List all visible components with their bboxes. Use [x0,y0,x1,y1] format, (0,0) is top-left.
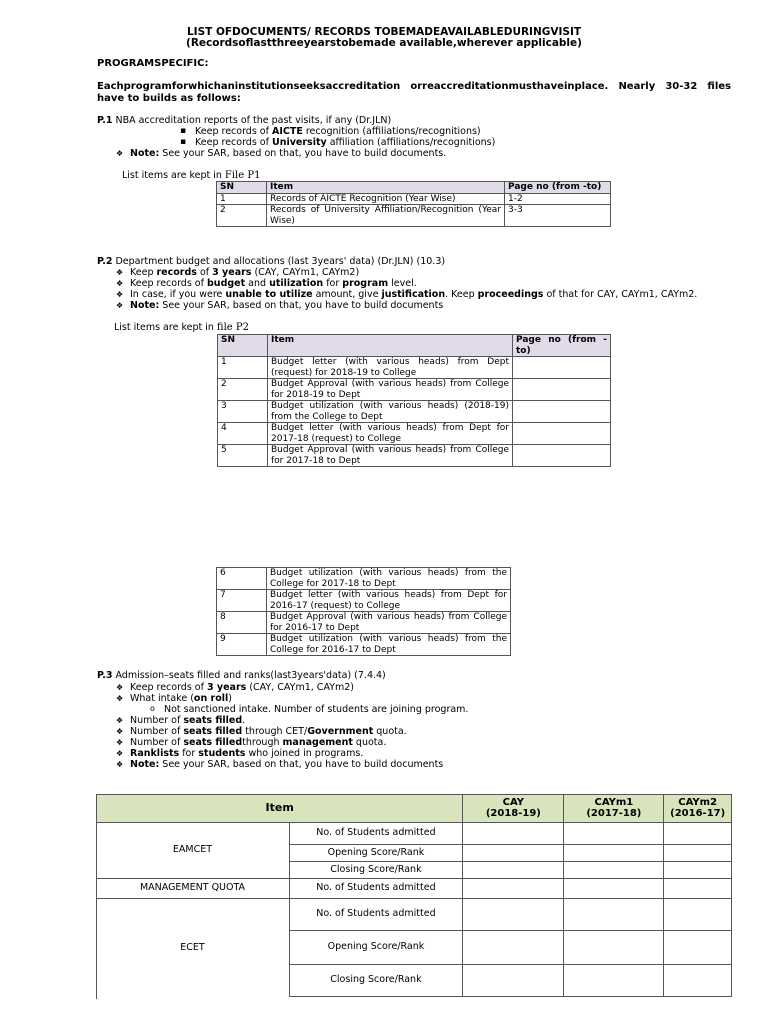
cell [463,823,564,845]
text-bold: records [156,267,197,278]
col-item: Item [268,335,513,357]
row-label: No. of Students admitted [289,899,463,931]
row-label: Closing Score/Rank [289,862,463,879]
col-item: Item [267,182,505,194]
cell-item: Records of AICTE Recognition (Year Wise) [267,193,505,205]
cell [664,931,732,965]
cell [463,931,564,965]
text: . Keep [445,289,478,300]
cell-page: 3-3 [505,205,611,227]
cell [564,862,664,879]
text: recognition (affiliations/recognitions) [302,126,481,137]
text-bold: on roll [193,693,229,704]
p1-bullet-aicte [195,126,481,137]
cell [664,899,732,931]
text: What intake ( [130,693,194,704]
text: level. [388,278,417,289]
col-sn: SN [217,182,267,194]
text-bold: Ranklists [130,748,180,759]
p3-heading [97,670,386,681]
text: and [245,278,270,289]
text: Number of [130,737,184,748]
text: of [196,267,213,278]
col-caym2 [664,795,732,823]
text-bold: students [198,748,246,759]
p2-bullet-records [130,267,359,278]
table-left-border [96,819,97,999]
cell-item: Budget Approval (with various heads) from College for 2017-18 to Dept [268,445,513,467]
cell [564,965,664,997]
text: quota. [373,726,407,737]
table-row [217,634,511,656]
cell-sn: 2 [217,205,267,227]
col-page: Page no (from -to) [505,182,611,194]
p2-bullet-utilize [130,289,697,300]
cell-sn: 1 [217,193,267,205]
col-label: CAYm1 [594,797,634,808]
cell-sn: 4 [218,423,268,445]
text: Number of [130,715,184,726]
text: who joined in programs. [245,748,364,759]
cell-item: Budget utilization (with various heads) (2018-19) from the College to Dept [268,401,513,423]
cell-sn: 7 [217,590,267,612]
cell-sn: 3 [218,401,268,423]
group-name: MANAGEMENT QUOTA [97,879,290,899]
col-year: (2018-19) [485,807,541,819]
text: of that for CAY, CAYm1, CAYm2. [543,289,698,300]
note-text: See your SAR, based on that, you have to build documents [159,759,444,770]
cell-item: Budget letter (with various heads) from Dept for 2016-17 (request) to College [267,590,511,612]
cell-item: Records of University Affiliation/Recognition (Year Wise) [267,205,505,227]
col-year: (2016-17) [670,807,726,819]
cell-page [513,445,611,467]
table-header-row [97,795,732,823]
text: for [179,748,199,759]
text: In case, if you were [130,289,226,300]
cell [664,823,732,845]
cell-sn: 9 [217,634,267,656]
text: Keep records of [195,137,272,148]
p1-heading [97,115,391,126]
text-bold: unable to utilize [225,289,313,300]
text: List items are kept in [122,170,225,181]
cell [664,845,732,862]
col-cay [463,795,564,823]
text: for [323,278,343,289]
p2-bullet-budget [130,278,417,289]
col-item: Item [97,795,463,823]
cell [564,845,664,862]
col-sn: SN [218,335,268,357]
table-row [218,423,611,445]
cell-item: Budget letter (with various heads) from Dept (request) for 2018-19 to College [268,357,513,379]
p2-heading [97,256,445,267]
p1-note [130,148,446,159]
text: (CAY, CAYm1, CAYm2) [251,267,360,278]
p3-bullet-intake [130,693,232,704]
text: through CET/ [242,726,308,737]
text-bold: program [342,278,389,289]
cell [564,931,664,965]
cell [664,965,732,997]
text-bold: 3 years [207,682,247,693]
cell-sn: 1 [218,357,268,379]
text: Keep records of [130,278,207,289]
cell-item: Budget utilization (with various heads) from the College for 2016-17 to Dept [267,634,511,656]
p3-note [130,759,443,770]
cell-sn: 2 [218,379,268,401]
cell [664,879,732,899]
text-bold: AICTE [272,126,303,137]
table-row [218,379,611,401]
col-label: CAY [502,797,525,808]
p1-number: P.1 [97,115,113,126]
note-label: Note: [130,300,160,311]
cell-item: Budget letter (with various heads) from Dept for 2017-18 (request) to College [268,423,513,445]
group-name: ECET [97,899,290,997]
text: through [242,737,283,748]
table-header-row [218,335,611,357]
row-label: Opening Score/Rank [289,845,463,862]
text-bold: justification [381,289,446,300]
cell [463,879,564,899]
table-row [217,590,511,612]
text: amount, give [312,289,382,300]
table-row [217,568,511,590]
text: affiliation (affiliations/recognitions) [326,137,496,148]
cell-item: Budget Approval (with various heads) from College for 2016-17 to Dept [267,612,511,634]
cell-page [513,379,611,401]
cell [463,862,564,879]
row-label: Closing Score/Rank [289,965,463,997]
text: quota. [352,737,387,748]
note-label: Note: [130,759,160,770]
note-text: See your SAR, based on that, you have to build documents [159,300,444,311]
p2-number: P.2 [97,256,113,267]
table-row [217,193,611,205]
table-row [218,357,611,379]
text-bold: seats filled [183,737,243,748]
p2-table [217,334,611,467]
text-bold: utilization [269,278,324,289]
text: Number of [130,726,184,737]
p2-heading-text: Department budget and allocations (last 3years' data) (Dr.JLN) (10.3) [115,256,446,267]
cell [564,899,664,931]
p1-table [216,181,611,227]
cell-sn: 6 [217,568,267,590]
p1-list-caption [122,170,260,181]
group-name: EAMCET [97,823,290,879]
file-name: file P2 [216,322,249,333]
text-bold: budget [207,278,246,289]
cell [463,845,564,862]
cell-sn: 8 [217,612,267,634]
table-row [97,899,732,931]
col-caym1 [564,795,664,823]
text: ) [228,693,232,704]
col-page: Page no (from -to) [513,335,611,357]
table-row [217,205,611,227]
text: List items are kept in [114,322,217,333]
cell [564,823,664,845]
p1-bullet-university [195,137,495,148]
cell-page [513,357,611,379]
row-label: No. of Students admitted [289,879,463,899]
p3-sub-bullet: o Not sanctioned intake. Number of students are joining program. [164,704,468,715]
cell [664,862,732,879]
p2-table-continued [216,567,511,656]
text: . [242,715,246,726]
row-label: Opening Score/Rank [289,931,463,965]
cell [564,879,664,899]
note-label: Note: [130,148,160,159]
cell [463,965,564,997]
text: Keep records of [195,126,272,137]
text: Keep [130,267,157,278]
col-year: (2017-18) [586,807,642,819]
file-name: File P1 [224,170,261,181]
text: Keep records of [130,682,207,693]
cell-sn: 5 [218,445,268,467]
p3-bullet-cet [130,726,407,737]
p3-bullet-management [130,737,386,748]
text-bold: 3 years [212,267,252,278]
document-title: LIST OFDOCUMENTS/ RECORDS TOBEMADEAVAILABLEDURINGVISIT [186,26,582,38]
table-row [217,612,511,634]
p3-number: P.3 [97,670,113,681]
document-subtitle: (Recordsoflastthreeyearstobemade available,wherever applicable) [186,37,582,49]
text-bold: University [272,137,327,148]
p3-heading-text: Admission–seats filled and ranks(last3years'data) (7.4.4) [115,670,386,681]
text-bold: proceedings [477,289,544,300]
table-header-row [217,182,611,194]
text-bold: seats filled [183,715,243,726]
p3-bullet-ranklists [130,748,363,759]
cell-page [513,401,611,423]
text: (CAY, CAYm1, CAYm2) [246,682,355,693]
program-specific-heading: PROGRAMSPECIFIC: [97,58,209,69]
table-row [97,823,732,845]
cell-item: Budget utilization (with various heads) from the College for 2017-18 to Dept [267,568,511,590]
text-bold: seats filled [183,726,243,737]
row-label: No. of Students admitted [289,823,463,845]
text-bold: management [282,737,353,748]
note-text: See your SAR, based on that, you have to build documents. [159,148,447,159]
col-label: CAYm2 [678,797,718,808]
table-row [218,445,611,467]
intro-paragraph: Eachprogramforwhichaninstitutionseeksaccreditation orreaccreditationmusthaveinplace. Nearly 30-32 files have to builds as follows: [97,81,731,104]
p3-bullet-years [130,682,354,693]
p1-heading-text: NBA accreditation reports of the past visits, if any (Dr.JLN) [115,115,392,126]
cell-page: 1-2 [505,193,611,205]
cell [463,899,564,931]
text-bold: Government [307,726,374,737]
table-row [97,879,732,899]
p2-list-caption [114,322,249,333]
p3-admission-table [96,794,732,997]
p3-bullet-seats [130,715,245,726]
cell-item: Budget Approval (with various heads) from College for 2018-19 to Dept [268,379,513,401]
p2-note [130,300,443,311]
cell-page [513,423,611,445]
table-row [218,401,611,423]
